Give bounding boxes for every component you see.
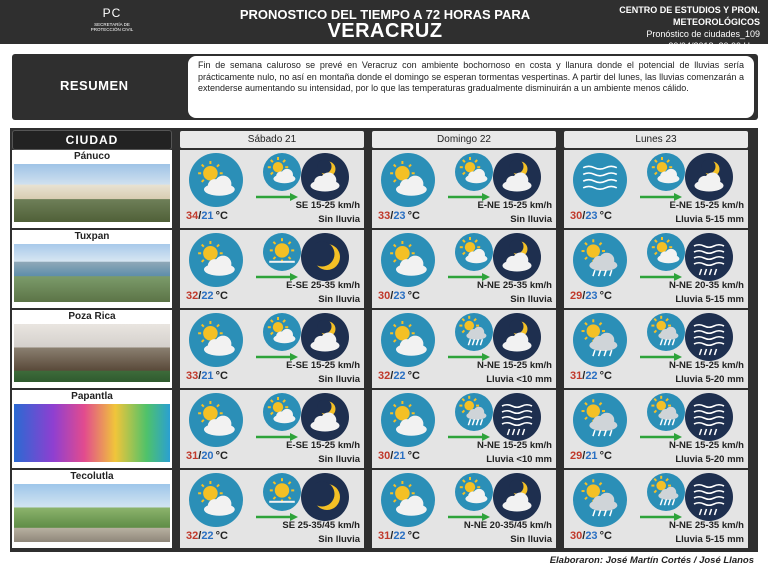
temp-max: 29 xyxy=(570,450,583,462)
wind-text: N-NE 15-25 km/h xyxy=(669,440,744,451)
city-photo xyxy=(14,164,170,222)
title-line-1: PRONOSTICO DEL TIEMPO A 72 HORAS PARA xyxy=(239,7,531,22)
haze-icon xyxy=(572,152,628,208)
header-bar xyxy=(0,0,768,51)
wind-arrow-icon xyxy=(640,268,682,276)
temperature: 32/22 °C xyxy=(378,370,420,382)
temp-unit: °C xyxy=(215,370,228,382)
wind-text: E-SE 15-25 km/h xyxy=(286,440,360,451)
temperature: 33/21 °C xyxy=(186,370,228,382)
temp-min: 23 xyxy=(393,290,406,302)
temp-max: 30 xyxy=(378,450,391,462)
wind-arrow-icon xyxy=(448,348,490,356)
sun-cloud-rain-icon xyxy=(454,312,494,352)
city-photo xyxy=(14,244,170,302)
sun-cloud-icon xyxy=(262,312,302,352)
summary-panel xyxy=(12,54,758,120)
sun-cloud-icon xyxy=(646,152,686,192)
forecast-cell xyxy=(372,150,556,228)
moon-cloud-icon xyxy=(300,392,350,442)
rain-text: Sin lluvia xyxy=(318,294,360,305)
sun-cloud-icon xyxy=(380,472,436,528)
rain-text: Sin lluvia xyxy=(318,214,360,225)
wind-arrow-icon xyxy=(256,348,298,356)
sun-icon xyxy=(262,232,302,272)
footer xyxy=(0,552,768,569)
forecast-cell xyxy=(180,390,364,468)
forecast-cell xyxy=(564,310,748,388)
sun-cloud-rain-icon xyxy=(454,392,494,432)
temp-max: 30 xyxy=(378,290,391,302)
sun-cloud-icon xyxy=(262,152,302,192)
wind-rain-icon xyxy=(492,392,542,442)
sun-cloud-rain-icon xyxy=(646,312,686,352)
sun-cloud-icon xyxy=(380,312,436,368)
wind-arrow-icon xyxy=(256,268,298,276)
city-photo xyxy=(14,404,170,462)
wind-rain-icon xyxy=(684,472,734,522)
rain-text: Sin lluvia xyxy=(318,534,360,545)
temp-max: 31 xyxy=(186,450,199,462)
sun-cloud-icon xyxy=(454,232,494,272)
temp-min: 22 xyxy=(393,530,406,542)
rain-text: Sin lluvia xyxy=(318,454,360,465)
moon-cloud-icon xyxy=(684,152,734,202)
temp-unit: °C xyxy=(407,210,420,222)
moon-icon xyxy=(300,472,350,522)
wind-arrow-icon xyxy=(256,428,298,436)
sun-cloud-icon xyxy=(380,392,436,448)
sun-cloud-icon xyxy=(188,312,244,368)
temp-min: 21 xyxy=(585,450,598,462)
forecast-cell xyxy=(372,310,556,388)
temperature: 29/21 °C xyxy=(570,450,612,462)
moon-cloud-icon xyxy=(492,152,542,202)
day-header-1: Sábado 21 xyxy=(180,131,364,148)
temp-unit: °C xyxy=(215,530,228,542)
authors-credit: Elaboraron: José Martín Cortés / José Llanos xyxy=(549,555,754,566)
wind-text: E-SE 25-35 km/h xyxy=(286,280,360,291)
forecast-cell xyxy=(372,230,556,308)
moon-cloud-icon xyxy=(492,232,542,282)
wind-text: N-NE 15-25 km/h xyxy=(477,360,552,371)
temp-min: 21 xyxy=(393,450,406,462)
moon-cloud-icon xyxy=(300,312,350,362)
temp-min: 22 xyxy=(393,370,406,382)
forecast-cell xyxy=(180,230,364,308)
forecast-cell xyxy=(564,150,748,228)
temperature: 31/22 °C xyxy=(378,530,420,542)
wind-arrow-icon xyxy=(640,508,682,516)
wind-text: N-NE 25-35 km/h xyxy=(477,280,552,291)
wind-text: SE 25-35/45 km/h xyxy=(282,520,360,531)
wind-rain-icon xyxy=(684,392,734,442)
city-cell xyxy=(12,390,172,468)
temp-max: 29 xyxy=(570,290,583,302)
temperature: 32/22 °C xyxy=(186,530,228,542)
temperature: 32/22 °C xyxy=(186,290,228,302)
temp-max: 32 xyxy=(378,370,391,382)
sun-cloud-icon xyxy=(188,152,244,208)
forecast-cell xyxy=(372,470,556,548)
sun-cloud-rain-icon xyxy=(646,392,686,432)
temp-max: 33 xyxy=(186,370,199,382)
temp-min: 23 xyxy=(585,530,598,542)
wind-arrow-icon xyxy=(448,428,490,436)
wind-text: N-NE 25-35 km/h xyxy=(669,520,744,531)
temp-unit: °C xyxy=(215,210,228,222)
temp-max: 32 xyxy=(186,530,199,542)
rain-text: Lluvia <10 mm xyxy=(486,454,552,465)
issue-datetime: 20/04/2018, 20:00 Hrs. xyxy=(668,41,760,51)
temp-min: 23 xyxy=(585,210,598,222)
sun-cloud-icon xyxy=(188,472,244,528)
temp-min: 23 xyxy=(585,290,598,302)
sun-cloud-icon xyxy=(380,152,436,208)
sun-rain-icon xyxy=(572,312,628,368)
wind-text: N-NE 20-35/45 km/h xyxy=(463,520,552,531)
wind-text: E-NE 15-25 km/h xyxy=(669,200,744,211)
temp-min: 21 xyxy=(201,210,214,222)
wind-arrow-icon xyxy=(640,188,682,196)
forecast-cell xyxy=(372,390,556,468)
sun-rain-icon xyxy=(572,472,628,528)
sun-cloud-icon xyxy=(262,392,302,432)
city-cell xyxy=(12,150,172,228)
rain-text: Sin lluvia xyxy=(510,294,552,305)
moon-cloud-icon xyxy=(300,152,350,202)
temp-unit: °C xyxy=(407,450,420,462)
forecast-cell xyxy=(180,470,364,548)
logo-subtext: SECRETARÍA DE PROTECCIÓN CIVIL xyxy=(90,22,134,32)
temp-unit: °C xyxy=(407,370,420,382)
temp-unit: °C xyxy=(599,290,612,302)
temperature: 30/23 °C xyxy=(378,290,420,302)
wind-arrow-icon xyxy=(256,508,298,516)
city-photo xyxy=(14,484,170,542)
city-name: Tecolutla xyxy=(12,470,172,484)
temp-max: 31 xyxy=(570,370,583,382)
temperature: 31/20 °C xyxy=(186,450,228,462)
city-cell xyxy=(12,470,172,548)
temp-unit: °C xyxy=(407,530,420,542)
sun-cloud-icon xyxy=(646,232,686,272)
sun-rain-icon xyxy=(572,392,628,448)
rain-text: Lluvia <10 mm xyxy=(486,374,552,385)
rain-text: Sin lluvia xyxy=(510,214,552,225)
moon-icon xyxy=(300,232,350,282)
sun-cloud-icon xyxy=(188,392,244,448)
temp-min: 21 xyxy=(201,370,214,382)
temp-max: 30 xyxy=(570,530,583,542)
temperature: 31/22 °C xyxy=(570,370,612,382)
wind-text: E-SE 15-25 km/h xyxy=(286,360,360,371)
temperature: 30/23 °C xyxy=(570,530,612,542)
city-name: Tuxpan xyxy=(12,230,172,244)
wind-arrow-icon xyxy=(448,268,490,276)
temperature: 29/23 °C xyxy=(570,290,612,302)
temperature: 30/23 °C xyxy=(570,210,612,222)
wind-arrow-icon xyxy=(640,428,682,436)
temp-unit: °C xyxy=(215,290,228,302)
rain-text: Lluvia 5-15 mm xyxy=(675,294,744,305)
sun-cloud-rain-icon xyxy=(646,472,686,512)
wind-arrow-icon xyxy=(448,508,490,516)
forecast-cell xyxy=(564,230,748,308)
moon-cloud-icon xyxy=(492,312,542,362)
wind-arrow-icon xyxy=(256,188,298,196)
city-column-header: CIUDAD xyxy=(12,130,172,150)
sun-cloud-icon xyxy=(188,232,244,288)
day-header-2: Domingo 22 xyxy=(372,131,556,148)
summary-label: RESUMEN xyxy=(60,78,129,93)
forecast-cell xyxy=(180,150,364,228)
wind-rain-icon xyxy=(684,312,734,362)
temp-max: 30 xyxy=(570,210,583,222)
temperature: 33/23 °C xyxy=(378,210,420,222)
wind-text: N-NE 15-25 km/h xyxy=(477,440,552,451)
temp-unit: °C xyxy=(599,450,612,462)
rain-text: Lluvia 5-15 mm xyxy=(675,214,744,225)
temp-min: 22 xyxy=(201,290,214,302)
forecast-cell xyxy=(564,390,748,468)
city-name: Poza Rica xyxy=(12,310,172,324)
temp-unit: °C xyxy=(599,210,612,222)
product-name: Pronóstico de ciudades_109 xyxy=(646,29,760,39)
temp-max: 33 xyxy=(378,210,391,222)
city-photo xyxy=(14,324,170,382)
temperature: 34/21 °C xyxy=(186,210,228,222)
title-line-2: VERACRUZ xyxy=(327,20,443,42)
temp-unit: °C xyxy=(599,530,612,542)
day-header-3: Lunes 23 xyxy=(564,131,748,148)
city-cell xyxy=(12,310,172,388)
temp-min: 20 xyxy=(201,450,214,462)
temp-max: 34 xyxy=(186,210,199,222)
temp-unit: °C xyxy=(215,450,228,462)
sun-cloud-icon xyxy=(380,232,436,288)
forecast-cell xyxy=(564,470,748,548)
summary-text: Fin de semana caluroso se prevé en Veracruz con ambiente bochornoso en costa y llanura donde el potencial de lluvias sería prácticamente nulo, no así en montaña donde el domingo se esperan tormentas vespertinas. A partir del lunes, las lluvias comenzarán a extenderse aumentando su intensidad, por lo que las temperaturas gradualmente disminuirán a un ambiente menos cálido. xyxy=(188,56,754,118)
protection-civil-logo xyxy=(82,6,142,32)
sun-cloud-icon xyxy=(454,472,494,512)
wind-rain-icon xyxy=(684,232,734,282)
temp-max: 32 xyxy=(186,290,199,302)
wind-text: E-NE 15-25 km/h xyxy=(477,200,552,211)
city-name: Pánuco xyxy=(12,150,172,164)
org-name: CENTRO DE ESTUDIOS Y PRON. METEOROLÓGICOS xyxy=(619,5,760,27)
wind-text: SE 15-25 km/h xyxy=(295,200,360,211)
city-name: Papantla xyxy=(12,390,172,404)
moon-cloud-icon xyxy=(492,472,542,522)
rain-text: Sin lluvia xyxy=(510,534,552,545)
wind-arrow-icon xyxy=(640,348,682,356)
temp-unit: °C xyxy=(407,290,420,302)
city-cell xyxy=(12,230,172,308)
rain-text: Sin lluvia xyxy=(318,374,360,385)
wind-text: N-NE 15-25 km/h xyxy=(669,360,744,371)
sun-cloud-icon xyxy=(454,152,494,192)
logo-text: PC xyxy=(102,6,122,20)
rain-text: Lluvia 5-20 mm xyxy=(675,454,744,465)
sun-icon xyxy=(262,472,302,512)
forecast-cell xyxy=(180,310,364,388)
temp-min: 22 xyxy=(585,370,598,382)
temp-min: 22 xyxy=(201,530,214,542)
sun-rain-icon xyxy=(572,232,628,288)
header-info xyxy=(550,4,760,52)
wind-arrow-icon xyxy=(448,188,490,196)
rain-text: Lluvia 5-20 mm xyxy=(675,374,744,385)
temp-unit: °C xyxy=(599,370,612,382)
temperature: 30/21 °C xyxy=(378,450,420,462)
rain-text: Lluvia 5-15 mm xyxy=(675,534,744,545)
temp-min: 23 xyxy=(393,210,406,222)
wind-text: N-NE 20-35 km/h xyxy=(669,280,744,291)
temp-max: 31 xyxy=(378,530,391,542)
